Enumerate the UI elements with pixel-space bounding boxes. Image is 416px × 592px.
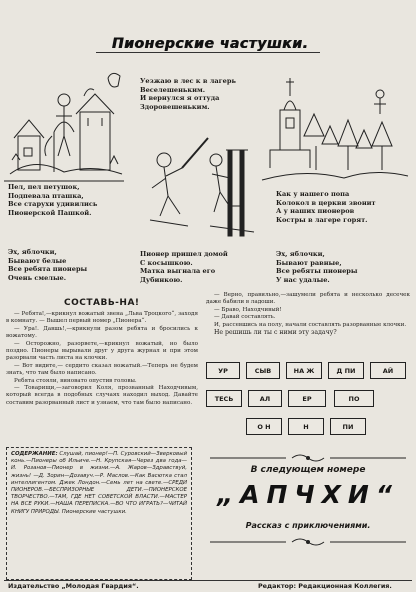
puzzle-piece: АЛ [248, 390, 282, 407]
puzzle-piece: УР [206, 362, 240, 379]
puzzle-piece: ПО [334, 390, 374, 407]
verse-line: Бывают равные, [276, 258, 342, 267]
ornament-divider [206, 452, 410, 464]
verse-line: Веселешеньким. [140, 85, 206, 94]
puzzle-piece: Д ПИ [328, 362, 364, 379]
village-illustration [4, 73, 124, 181]
verse-line: Бывают белые [8, 256, 67, 265]
verse-line: Подпевала пташка, [8, 191, 84, 200]
puzzle-piece: Н [288, 418, 324, 435]
church-illustration [262, 78, 408, 180]
footer-rule [4, 580, 412, 581]
puzzle-piece: ТЕСЬ [206, 390, 242, 407]
story-paragraph: — Ребята!,—крикнул вожатый звена „Льва Троцкого“, заходя в комнату. — Вышел первый номер „Пионера“. [6, 311, 198, 325]
verse-line: Пионер пришел домой [140, 250, 228, 258]
verse-line: С косышкою. [140, 258, 193, 267]
story-paragraph: — Давай составлять. [214, 314, 276, 321]
verse-line: У нас удалые. [276, 275, 330, 284]
verse-block-3 [276, 190, 376, 224]
verse-line: А у наших пионеров [276, 207, 355, 216]
next-issue-heading: В следующем номере [250, 465, 366, 475]
page-title: Пионерские частушки. [111, 36, 309, 52]
story-paragraph: И, рассевшись на полу, начали составлять разорванные клочки. [214, 321, 407, 328]
puzzle-piece: ЕР [288, 390, 326, 407]
verse-line: И вернулся я оттуда [140, 94, 220, 103]
story-paragraph: — Осторожно, разорвете,—крикнул вожатый, но было поздно. Пионеры вырывали друг у друга журнал и при этом разорвали часть листа на клочки. [6, 340, 198, 362]
verse-block-4 [8, 248, 87, 282]
contents-box [6, 447, 192, 580]
publisher-line: Издательство „Молодая Гвардия“. [8, 582, 139, 590]
verse-line: Очень смелые. [8, 273, 67, 282]
story-paragraph: — Браво, Находчивый! [214, 306, 282, 313]
magazine-title: „АПЧХИ“ [217, 480, 399, 509]
verse-line: Костры в лагере горят. [276, 215, 368, 224]
story-paragraph: — Вот видите,— сердито сказал вожатый.—Теперь не будем знать, что там было написано. [6, 362, 198, 377]
verse-line: Все ребяты пионеры [276, 267, 358, 276]
verse-line: Колокол в церкви звонит [276, 198, 376, 207]
story-right-column [206, 292, 410, 336]
puzzle-grid [206, 356, 410, 448]
story-paragraph: — Ура!. Давшь!,—крикнули разом ребята и бросились к вожатому. [6, 325, 198, 340]
verse-line: Пел, пел петушок, [8, 183, 80, 191]
puzzle-piece: СЫВ [246, 362, 280, 379]
verse-line: Эх, яблочки, [276, 250, 325, 258]
verse-line: Дубинкою. [140, 275, 183, 284]
verse-block-2 [8, 183, 97, 217]
verse-line: Пионерской Пашкой. [8, 208, 92, 217]
verse-line: Все ребята пионеры [8, 265, 88, 274]
puzzle-piece: О Н [246, 418, 282, 435]
editor-line: Редактор: Редакционная Коллегия. [258, 582, 392, 590]
story-heading: СОСТАВЬ-НА! [64, 298, 140, 308]
verse-line: Эх, яблочки, [8, 248, 57, 256]
story-paragraph: — Верно, правильно,—зашумели ребята и несколько десечек даже бабили в ладоши. [206, 292, 410, 306]
story-paragraph: — Товарищи,—заговорил Коля, прозванный Находчивым, который всегда в подобных случаях находил выход. Давайте составим разорванный лист и узнаем, что там было написано. [6, 385, 198, 406]
verse-line: Здоровешеньким. [140, 102, 210, 111]
contents-text: Слушай, пионер!—П. Суровский—Зверковый конь.—Пионеры об Ильиче.—Н. Крупская—Через два года—И. Розанов—Пионер в жизни.—А. Жаров—Здравствуй, жизнь! —Д. Зорин—Дозавуч.—Р. Маслов.—Как Васютка стал интеллигентом. Джек Лондон.—Семь лет на свете.—СРЕДИ ПИОНЕРОВ.—БЕСПРИЗОРНЫЕ ДЕТИ.—ПИОНЕРСКОЕ ТВОРЧЕСТВО.—ТАМ, ГДЕ НЕТ СОВЕТСКОЙ ВЛАСТИ.—МАСТЕР НА ВСЕ РУКИ.—НАША ПЕРЕПИСКА.—ВО ЧТО ИГРАТЬ?—ЧИТАЙ КНИГУ ПРИРОДЫ. Пионерские частушки. [11, 451, 187, 515]
contents-label: СОДЕРЖАНИЕ: [11, 451, 58, 457]
title-underline [96, 52, 320, 53]
verse-line: Как у нашего попа [276, 190, 350, 198]
story-left-column [6, 311, 198, 407]
pioneer-illustration [150, 138, 254, 236]
next-issue-subtitle: Рассказ с приключениями. [245, 521, 371, 530]
verse-line: Матка выгнала его [140, 267, 216, 276]
verse-block-6 [276, 250, 358, 284]
puzzle-piece: АЙ [370, 362, 406, 379]
puzzle-piece: ПИ [330, 418, 366, 435]
verse-block-5 [140, 250, 228, 284]
verse-block-1 [140, 77, 236, 111]
story-paragraph: Ребята стояли, виновато опустив головы. [14, 377, 137, 384]
puzzle-piece: НА Ж [286, 362, 322, 379]
story-paragraph: Не решишь ли ты с ними эту задачу? [214, 329, 337, 337]
ornament-divider-bottom [206, 536, 410, 548]
verse-line: Все старухи удивились [8, 200, 98, 209]
verse-line: Уезжаю в лес к в лагерь [140, 77, 236, 85]
